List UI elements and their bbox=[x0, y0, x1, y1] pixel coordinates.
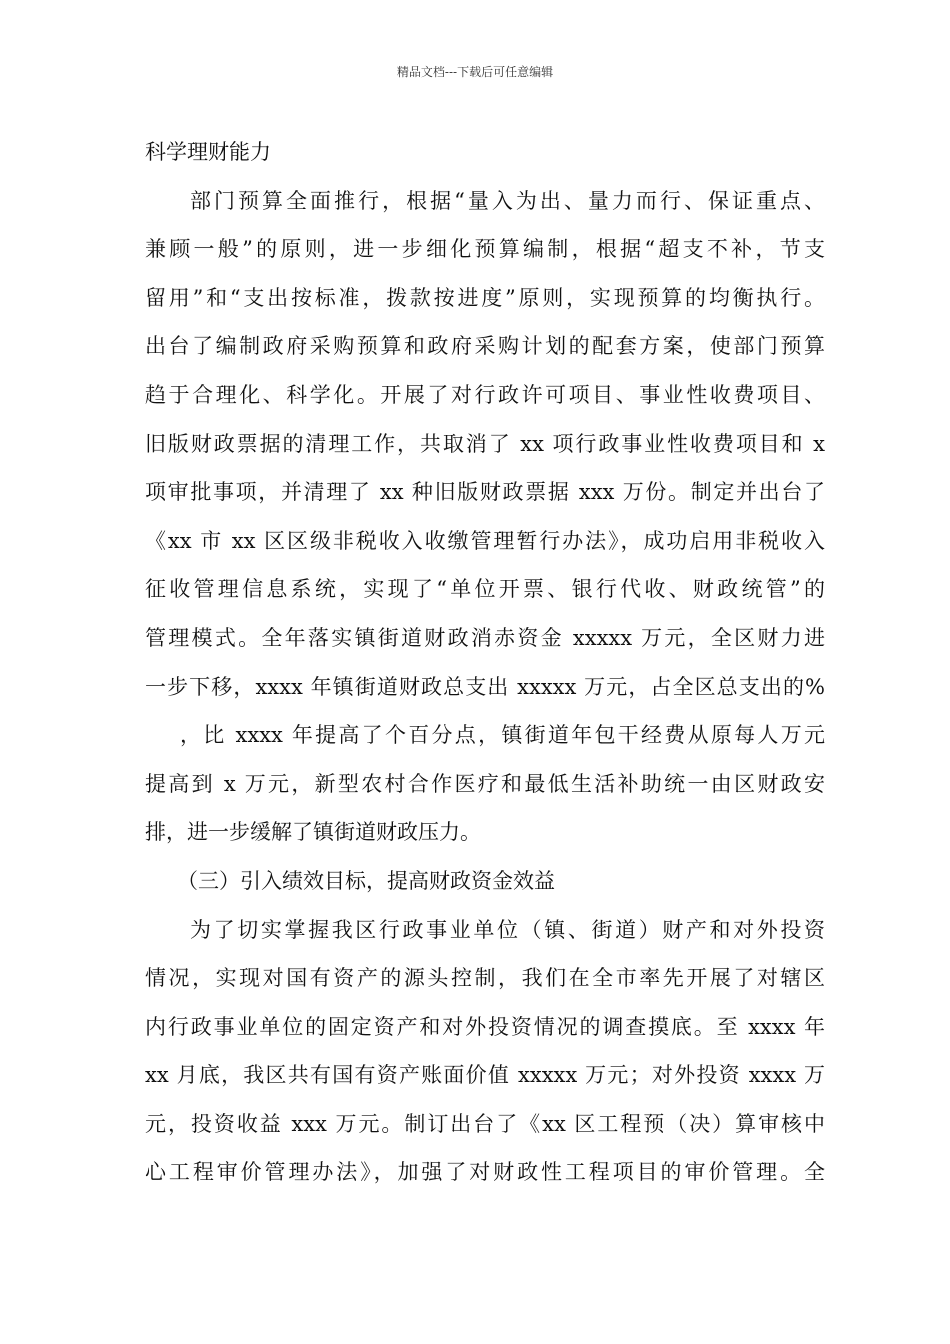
paragraph-line: 元，投资收益 xxx 万元。制订出台了《xx 区工程预（决）算审核中 bbox=[145, 1111, 825, 1136]
paragraph-line: 心工程审价管理办法》，加强了对财政性工程项目的审价管理。全 bbox=[145, 1160, 825, 1185]
paragraph-line: 内行政事业单位的固定资产和对外投资情况的调查摸底。至 xxxx 年 bbox=[145, 1014, 825, 1039]
paragraph-line: 征收管理信息系统，实现了“单位开票、银行代收、财政统管”的 bbox=[145, 577, 825, 602]
paragraph-line: 情况，实现对国有资产的源头控制，我们在全市率先开展了对辖区 bbox=[145, 966, 825, 991]
paragraph-line: 兼顾一般”的原则，进一步细化预算编制，根据“超支不补，节支 bbox=[145, 237, 825, 262]
paragraph-line: 项审批事项，并清理了 xx 种旧版财政票据 xxx 万份。制定并出台了 bbox=[145, 480, 825, 505]
page-header: 精品文档---下载后可任意编辑 bbox=[396, 65, 554, 79]
paragraph-line: 出台了编制政府采购预算和政府采购计划的配套方案，使部门预算 bbox=[145, 334, 825, 359]
paragraph-line: 《xx 市 xx 区区级非税收入收缴管理暂行办法》，成功启用非税收入 bbox=[145, 528, 825, 553]
paragraph-line: 趋于合理化、科学化。开展了对行政许可项目、事业性收费项目、 bbox=[145, 382, 825, 407]
paragraph-line: ，比 xxxx 年提高了个百分点，镇街道年包干经费从原每人万元 bbox=[180, 723, 825, 748]
paragraph-line: xx 月底，我区共有国有资产账面价值 xxxxx 万元；对外投资 xxxx 万 bbox=[145, 1063, 825, 1088]
paragraph-line: 留用”和“支出按标准，拨款按进度”原则，实现预算的均衡执行。 bbox=[145, 285, 825, 310]
paragraph-line: 旧版财政票据的清理工作，共取消了 xx 项行政事业性收费项目和 x bbox=[145, 431, 825, 456]
paragraph-line: 一步下移，xxxx 年镇街道财政总支出 xxxxx 万元，占全区总支出的% bbox=[145, 674, 825, 699]
paragraph-line: 提高到 x 万元，新型农村合作医疗和最低生活补助统一由区财政安 bbox=[145, 771, 825, 796]
paragraph-line: 排，进一步缓解了镇街道财政压力。 bbox=[145, 820, 481, 845]
document-body bbox=[145, 128, 825, 1197]
section-intro-line: 科学理财能力 bbox=[145, 140, 271, 164]
section-heading: （三）引入绩效目标，提高财政资金效益 bbox=[177, 868, 555, 893]
paragraph-line: 部门预算全面推行，根据“量入为出、量力而行、保证重点、 bbox=[190, 188, 825, 213]
paragraph-line: 管理模式。全年落实镇街道财政消赤资金 xxxxx 万元，全区财力进 bbox=[145, 625, 825, 650]
paragraph-line: 为了切实掌握我区行政事业单位（镇、街道）财产和对外投资 bbox=[190, 917, 825, 942]
